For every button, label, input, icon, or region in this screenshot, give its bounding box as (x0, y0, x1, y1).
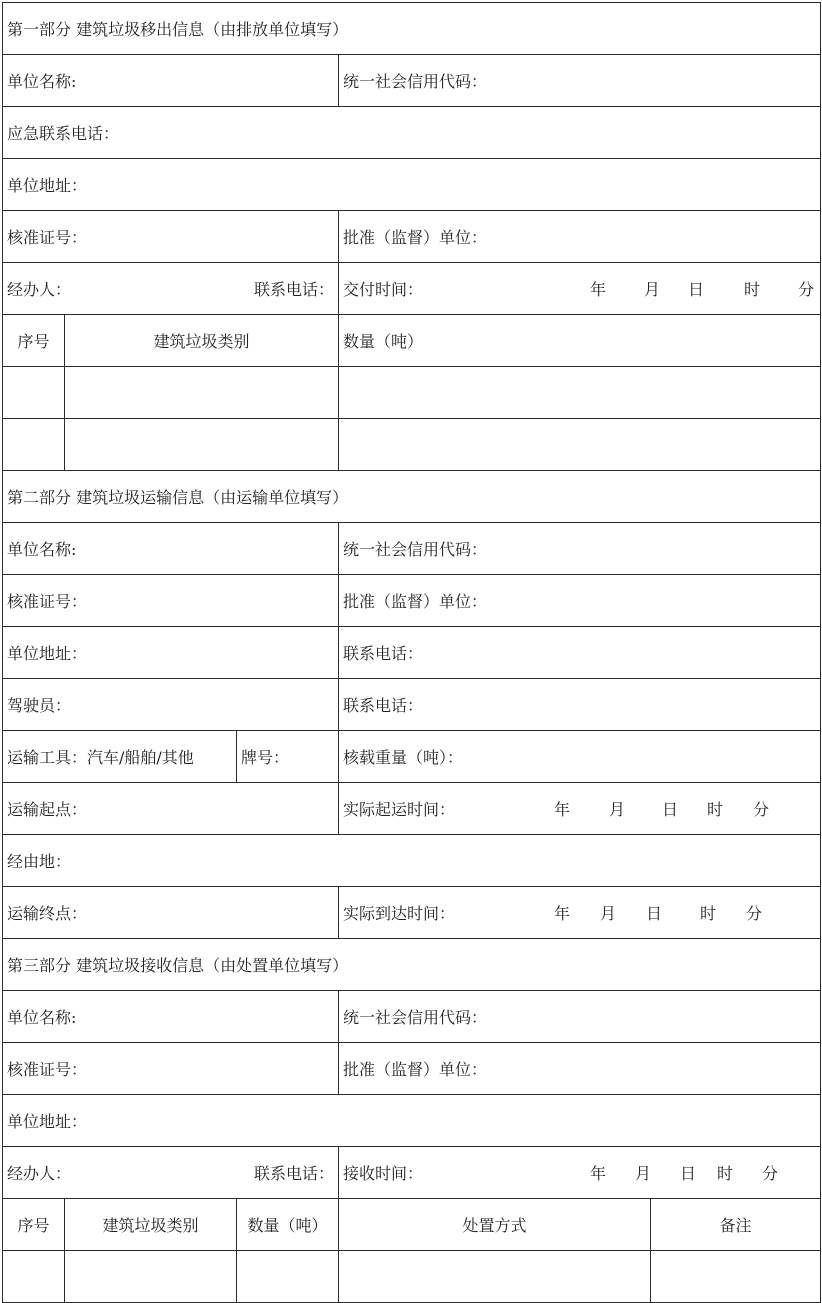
part3-unit-address-field[interactable] (3, 1095, 821, 1147)
part3-unit-name-label: 单位名称: (7, 1008, 77, 1027)
part3-row1-remark-cell[interactable] (651, 1251, 821, 1303)
part2-via-field[interactable] (3, 835, 821, 887)
part3-receive-time-field[interactable] (339, 1147, 821, 1199)
part1-col-quantity: 数量（吨） (339, 315, 821, 367)
part2-driver-phone-label: 联系电话： (343, 696, 424, 715)
part1-time-month: 月 (643, 280, 660, 299)
part3-receive-year: 年 (589, 1164, 606, 1183)
part2-contact-phone-label: 联系电话： (343, 644, 424, 663)
part1-time-minute: 分 (797, 280, 814, 299)
part2-vehicle-field[interactable] (3, 731, 237, 783)
part3-receive-day: 日 (679, 1164, 696, 1183)
part2-departure-minute: 分 (752, 800, 769, 819)
part1-handover-time-label: 交付时间： (343, 280, 424, 299)
part2-departure-hour: 时 (706, 800, 723, 819)
part3-row1-quantity-cell[interactable] (237, 1251, 339, 1303)
part2-arrival-time-field[interactable] (339, 887, 821, 939)
part3-credit-code-field[interactable] (339, 991, 821, 1043)
part1-approval-no-field[interactable] (3, 211, 339, 263)
part3-col-method: 处置方式 (339, 1199, 651, 1251)
part3-approval-no-label: 核准证号： (7, 1060, 88, 1079)
part2-approval-unit-field[interactable] (339, 575, 821, 627)
part2-departure-year: 年 (553, 800, 570, 819)
part1-handler-label: 经办人： (7, 280, 72, 299)
part3-col-remark: 备注 (651, 1199, 821, 1251)
part2-driver-label: 驾驶员： (7, 696, 72, 715)
part3-approval-no-field[interactable] (3, 1043, 339, 1095)
part2-origin-field[interactable] (3, 783, 339, 835)
part1-unit-name-label: 单位名称: (7, 72, 77, 91)
waste-transfer-form (2, 2, 821, 1303)
part2-arrival-day: 日 (645, 904, 662, 923)
part3-row1-seq-cell[interactable] (3, 1251, 65, 1303)
part1-time-day: 日 (687, 280, 704, 299)
part2-arrival-month: 月 (599, 904, 616, 923)
part1-row1-quantity-cell[interactable] (339, 367, 821, 419)
part3-receive-month: 月 (634, 1164, 651, 1183)
part3-receive-minute: 分 (761, 1164, 778, 1183)
part3-col-quantity: 数量（吨） (237, 1199, 339, 1251)
part1-row2-seq-cell[interactable] (3, 419, 65, 471)
part3-contact-phone-label: 联系电话： (253, 1164, 334, 1183)
part1-approval-unit-label: 批准（监督）单位： (343, 228, 488, 247)
part2-unit-address-field[interactable] (3, 627, 339, 679)
part2-contact-phone-field[interactable] (339, 627, 821, 679)
part3-col-category: 建筑垃圾类别 (65, 1199, 237, 1251)
part2-unit-address-label: 单位地址： (7, 644, 88, 663)
part2-approval-unit-label: 批准（监督）单位： (343, 592, 488, 611)
part1-contact-phone-label: 联系电话： (253, 280, 334, 299)
part3-handler-label: 经办人： (7, 1164, 72, 1183)
part3-approval-unit-label: 批准（监督）单位： (343, 1060, 488, 1079)
part3-row1-method-cell[interactable] (339, 1251, 651, 1303)
part2-via-label: 经由地： (7, 852, 72, 871)
part2-arrival-minute: 分 (745, 904, 762, 923)
part2-departure-time-label: 实际起运时间： (343, 800, 456, 819)
part3-header: 第三部分 建筑垃圾接收信息（由处置单位填写） (3, 939, 821, 991)
part2-destination-label: 运输终点： (7, 904, 88, 923)
part2-origin-label: 运输起点： (7, 800, 88, 819)
part2-destination-field[interactable] (3, 887, 339, 939)
part1-time-hour: 时 (743, 280, 760, 299)
part1-time-year: 年 (589, 280, 606, 299)
part2-approval-no-label: 核准证号： (7, 592, 88, 611)
part1-col-seq: 序号 (3, 315, 65, 367)
part3-unit-name-field[interactable] (3, 991, 339, 1043)
part3-approval-unit-field[interactable] (339, 1043, 821, 1095)
part2-approval-no-field[interactable] (3, 575, 339, 627)
part1-header: 第一部分 建筑垃圾移出信息（由排放单位填写） (3, 3, 821, 55)
part1-emergency-phone-label: 应急联系电话： (7, 124, 120, 143)
part1-handover-time-field[interactable] (339, 263, 821, 315)
part2-departure-time-field[interactable] (339, 783, 821, 835)
part3-row1-category-cell[interactable] (65, 1251, 237, 1303)
part1-unit-name-field[interactable] (3, 55, 339, 107)
part2-load-weight-field[interactable] (339, 731, 821, 783)
part3-col-seq: 序号 (3, 1199, 65, 1251)
part3-handler-field[interactable] (3, 1147, 339, 1199)
part1-row1-category-cell[interactable] (65, 367, 339, 419)
part3-receive-time-label: 接收时间： (343, 1164, 424, 1183)
part1-approval-no-label: 核准证号： (7, 228, 88, 247)
part1-row2-quantity-cell[interactable] (339, 419, 821, 471)
part1-unit-address-label: 单位地址： (7, 176, 88, 195)
part2-plate-label: 牌号： (241, 748, 290, 767)
part2-credit-code-label: 统一社会信用代码： (343, 540, 488, 559)
part1-credit-code-label: 统一社会信用代码： (343, 72, 488, 91)
part2-departure-month: 月 (608, 800, 625, 819)
part1-credit-code-field[interactable] (339, 55, 821, 107)
part1-row2-category-cell[interactable] (65, 419, 339, 471)
part2-load-weight-label: 核载重量（吨）： (343, 748, 464, 767)
part2-departure-day: 日 (661, 800, 678, 819)
part3-unit-address-label: 单位地址： (7, 1112, 88, 1131)
part1-col-category: 建筑垃圾类别 (65, 315, 339, 367)
part2-arrival-hour: 时 (699, 904, 716, 923)
part1-row1-seq-cell[interactable] (3, 367, 65, 419)
part1-emergency-phone-field[interactable] (3, 107, 821, 159)
part3-receive-hour: 时 (716, 1164, 733, 1183)
part2-driver-phone-field[interactable] (339, 679, 821, 731)
part2-unit-name-field[interactable] (3, 523, 339, 575)
part3-credit-code-label: 统一社会信用代码： (343, 1008, 488, 1027)
part2-header: 第二部分 建筑垃圾运输信息（由运输单位填写） (3, 471, 821, 523)
part2-unit-name-label: 单位名称: (7, 540, 77, 559)
part1-handler-field[interactable] (3, 263, 339, 315)
part2-credit-code-field[interactable] (339, 523, 821, 575)
part2-arrival-time-label: 实际到达时间： (343, 904, 456, 923)
part2-driver-field[interactable] (3, 679, 339, 731)
part2-plate-field[interactable] (237, 731, 339, 783)
part2-arrival-year: 年 (553, 904, 570, 923)
part2-vehicle-label: 运输工具：汽车/船舶/其他 (7, 748, 194, 767)
part1-unit-address-field[interactable] (3, 159, 821, 211)
part1-approval-unit-field[interactable] (339, 211, 821, 263)
